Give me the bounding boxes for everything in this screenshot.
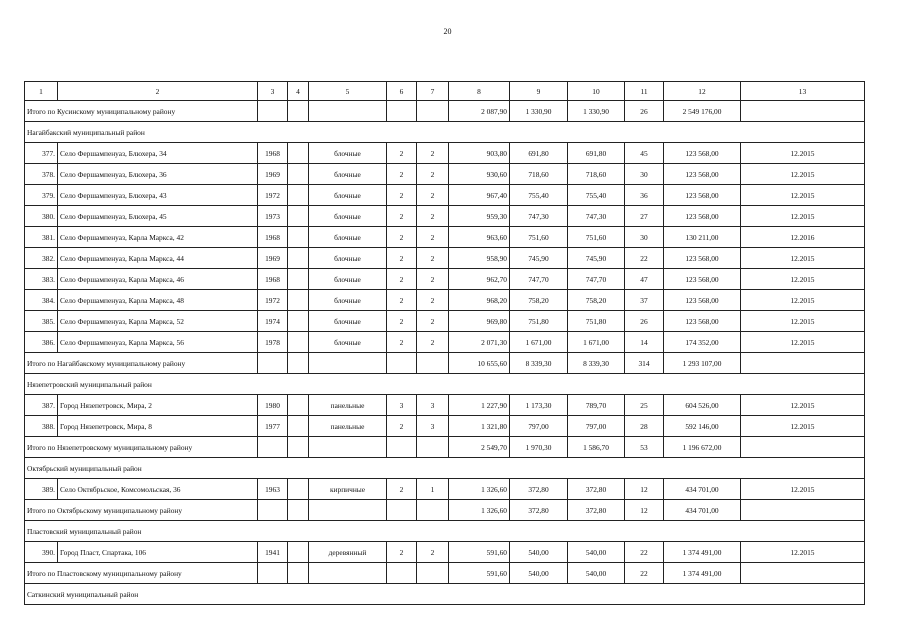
total-area: 959,30 xyxy=(449,206,510,227)
district-heading-row xyxy=(25,458,865,479)
district-total-row xyxy=(25,563,865,584)
total-residents: 53 xyxy=(625,437,664,458)
table-row xyxy=(25,311,865,332)
deadline: 12.2015 xyxy=(741,332,865,353)
residential-area: 747,70 xyxy=(568,269,625,290)
build-year: 1980 xyxy=(258,395,288,416)
repair-cost: 123 568,00 xyxy=(664,311,741,332)
repair-cost: 174 352,00 xyxy=(664,332,741,353)
build-year: 1969 xyxy=(258,164,288,185)
deadline: 12.2015 xyxy=(741,542,865,563)
table-row xyxy=(25,332,865,353)
deadline: 12.2016 xyxy=(741,227,865,248)
residents: 25 xyxy=(625,395,664,416)
district-heading-row xyxy=(25,122,865,143)
residential-area: 718,60 xyxy=(568,164,625,185)
column-number-4: 4 xyxy=(288,82,309,101)
residential-area: 755,40 xyxy=(568,185,625,206)
wall-material: блочные xyxy=(309,248,387,269)
total-area: 930,60 xyxy=(449,164,510,185)
housing-register-table xyxy=(24,81,865,605)
floors: 2 xyxy=(387,227,417,248)
entrances: 2 xyxy=(417,311,449,332)
build-year: 1972 xyxy=(258,290,288,311)
commission-year xyxy=(288,479,309,500)
total-cost: 2 549 176,00 xyxy=(664,101,741,122)
residential-area: 745,90 xyxy=(568,248,625,269)
table-row xyxy=(25,227,865,248)
entrances: 2 xyxy=(417,542,449,563)
residential-area: 1 671,00 xyxy=(568,332,625,353)
address: Село Фершампенуаз, Карла Маркса, 48 xyxy=(58,290,258,311)
page-number: 20 xyxy=(443,27,452,36)
build-year: 1978 xyxy=(258,332,288,353)
total-area: 2 549,70 xyxy=(449,437,510,458)
commission-year xyxy=(288,143,309,164)
wall-material: блочные xyxy=(309,311,387,332)
total-cost: 1 374 491,00 xyxy=(664,563,741,584)
row-number: 386. xyxy=(25,332,58,353)
residents: 28 xyxy=(625,416,664,437)
entrances: 3 xyxy=(417,416,449,437)
row-number: 381. xyxy=(25,227,58,248)
floors: 2 xyxy=(387,479,417,500)
row-number: 382. xyxy=(25,248,58,269)
commission-year xyxy=(288,248,309,269)
floors: 2 xyxy=(387,416,417,437)
living-area: 751,80 xyxy=(510,311,568,332)
total-cost: 1 196 672,00 xyxy=(664,437,741,458)
total-residential-area: 1 586,70 xyxy=(568,437,625,458)
row-number: 377. xyxy=(25,143,58,164)
living-area: 751,60 xyxy=(510,227,568,248)
living-area: 758,20 xyxy=(510,290,568,311)
empty-cell xyxy=(741,353,865,374)
empty-cell xyxy=(387,353,417,374)
table-row xyxy=(25,290,865,311)
column-number-row xyxy=(25,82,865,101)
residential-area: 747,30 xyxy=(568,206,625,227)
district-name: Пластовский муниципальный район xyxy=(25,521,865,542)
total-area: 967,40 xyxy=(449,185,510,206)
address: Село Фершампенуаз, Карла Маркса, 42 xyxy=(58,227,258,248)
floors: 2 xyxy=(387,206,417,227)
table-row xyxy=(25,416,865,437)
entrances: 2 xyxy=(417,269,449,290)
address: Город Нязепетровск, Мира, 2 xyxy=(58,395,258,416)
table-row xyxy=(25,542,865,563)
empty-cell xyxy=(309,101,387,122)
residents: 30 xyxy=(625,227,664,248)
district-total-row xyxy=(25,101,865,122)
table-row xyxy=(25,185,865,206)
build-year: 1963 xyxy=(258,479,288,500)
entrances: 2 xyxy=(417,332,449,353)
total-area: 2 071,30 xyxy=(449,332,510,353)
district-name: Нагайбакский муниципальный район xyxy=(25,122,865,143)
entrances: 3 xyxy=(417,395,449,416)
total-residents: 314 xyxy=(625,353,664,374)
commission-year xyxy=(288,206,309,227)
district-total-row xyxy=(25,500,865,521)
residents: 14 xyxy=(625,332,664,353)
total-cost: 434 701,00 xyxy=(664,500,741,521)
repair-cost: 123 568,00 xyxy=(664,164,741,185)
residential-area: 372,80 xyxy=(568,479,625,500)
row-number: 380. xyxy=(25,206,58,227)
empty-cell xyxy=(258,563,288,584)
build-year: 1941 xyxy=(258,542,288,563)
floors: 2 xyxy=(387,164,417,185)
total-cost: 1 293 107,00 xyxy=(664,353,741,374)
residential-area: 758,20 xyxy=(568,290,625,311)
deadline: 12.2015 xyxy=(741,164,865,185)
deadline: 12.2015 xyxy=(741,395,865,416)
total-area: 10 655,60 xyxy=(449,353,510,374)
column-number-6: 6 xyxy=(387,82,417,101)
commission-year xyxy=(288,416,309,437)
commission-year xyxy=(288,185,309,206)
floors: 2 xyxy=(387,332,417,353)
row-number: 387. xyxy=(25,395,58,416)
row-number: 388. xyxy=(25,416,58,437)
empty-cell xyxy=(417,437,449,458)
address: Село Фершампенуаз, Блюхера, 34 xyxy=(58,143,258,164)
living-area: 718,60 xyxy=(510,164,568,185)
district-heading-row xyxy=(25,374,865,395)
district-name: Нязепетровский муниципальный район xyxy=(25,374,865,395)
row-number: 384. xyxy=(25,290,58,311)
repair-cost: 604 526,00 xyxy=(664,395,741,416)
empty-cell xyxy=(258,500,288,521)
total-residents: 26 xyxy=(625,101,664,122)
row-number: 378. xyxy=(25,164,58,185)
wall-material: панельные xyxy=(309,416,387,437)
total-label: Итого по Нязепетровскому муниципальному району xyxy=(25,437,258,458)
deadline: 12.2015 xyxy=(741,185,865,206)
residential-area: 751,80 xyxy=(568,311,625,332)
wall-material: кирпичные xyxy=(309,479,387,500)
commission-year xyxy=(288,269,309,290)
repair-cost: 123 568,00 xyxy=(664,143,741,164)
repair-cost: 592 146,00 xyxy=(664,416,741,437)
total-living-area: 1 970,30 xyxy=(510,437,568,458)
address: Село Октябрьское, Комсомольская, 36 xyxy=(58,479,258,500)
empty-cell xyxy=(741,101,865,122)
empty-cell xyxy=(309,563,387,584)
residents: 47 xyxy=(625,269,664,290)
deadline: 12.2015 xyxy=(741,290,865,311)
residents: 45 xyxy=(625,143,664,164)
commission-year xyxy=(288,290,309,311)
floors: 2 xyxy=(387,143,417,164)
empty-cell xyxy=(288,353,309,374)
wall-material: панельные xyxy=(309,395,387,416)
entrances: 2 xyxy=(417,206,449,227)
row-number: 390. xyxy=(25,542,58,563)
build-year: 1968 xyxy=(258,269,288,290)
total-area: 591,60 xyxy=(449,563,510,584)
column-number-2: 2 xyxy=(58,82,258,101)
address: Город Нязепетровск, Мира, 8 xyxy=(58,416,258,437)
total-area: 1 326,60 xyxy=(449,479,510,500)
total-area: 963,60 xyxy=(449,227,510,248)
total-area: 903,80 xyxy=(449,143,510,164)
entrances: 2 xyxy=(417,164,449,185)
total-area: 591,60 xyxy=(449,542,510,563)
floors: 2 xyxy=(387,542,417,563)
column-number-13: 13 xyxy=(741,82,865,101)
floors: 2 xyxy=(387,269,417,290)
empty-cell xyxy=(258,353,288,374)
row-number: 389. xyxy=(25,479,58,500)
deadline: 12.2015 xyxy=(741,248,865,269)
repair-cost: 123 568,00 xyxy=(664,206,741,227)
column-number-5: 5 xyxy=(309,82,387,101)
build-year: 1974 xyxy=(258,311,288,332)
empty-cell xyxy=(387,101,417,122)
column-number-3: 3 xyxy=(258,82,288,101)
living-area: 747,70 xyxy=(510,269,568,290)
empty-cell xyxy=(741,563,865,584)
total-area: 962,70 xyxy=(449,269,510,290)
entrances: 1 xyxy=(417,479,449,500)
empty-cell xyxy=(288,563,309,584)
table-row xyxy=(25,479,865,500)
total-residents: 22 xyxy=(625,563,664,584)
floors: 2 xyxy=(387,185,417,206)
empty-cell xyxy=(387,500,417,521)
commission-year xyxy=(288,227,309,248)
total-area: 969,80 xyxy=(449,311,510,332)
empty-cell xyxy=(417,563,449,584)
deadline: 12.2015 xyxy=(741,416,865,437)
entrances: 2 xyxy=(417,143,449,164)
wall-material: блочные xyxy=(309,164,387,185)
build-year: 1969 xyxy=(258,248,288,269)
district-name: Октябрьский муниципальный район xyxy=(25,458,865,479)
empty-cell xyxy=(288,500,309,521)
total-area: 2 087,90 xyxy=(449,101,510,122)
floors: 2 xyxy=(387,248,417,269)
living-area: 747,30 xyxy=(510,206,568,227)
address: Село Фершампенуаз, Блюхера, 43 xyxy=(58,185,258,206)
residents: 26 xyxy=(625,311,664,332)
empty-cell xyxy=(417,101,449,122)
empty-cell xyxy=(387,563,417,584)
build-year: 1977 xyxy=(258,416,288,437)
entrances: 2 xyxy=(417,227,449,248)
residents: 12 xyxy=(625,479,664,500)
district-heading-row xyxy=(25,584,865,605)
table-row xyxy=(25,269,865,290)
empty-cell xyxy=(309,437,387,458)
empty-cell xyxy=(309,353,387,374)
wall-material: блочные xyxy=(309,206,387,227)
total-label: Итого по Кусинскому муниципальному району xyxy=(25,101,258,122)
residents: 37 xyxy=(625,290,664,311)
total-area: 1 326,60 xyxy=(449,500,510,521)
total-residential-area: 1 330,90 xyxy=(568,101,625,122)
floors: 2 xyxy=(387,311,417,332)
residents: 22 xyxy=(625,542,664,563)
repair-cost: 130 211,00 xyxy=(664,227,741,248)
total-living-area: 372,80 xyxy=(510,500,568,521)
living-area: 1 173,30 xyxy=(510,395,568,416)
row-number: 383. xyxy=(25,269,58,290)
residential-area: 789,70 xyxy=(568,395,625,416)
living-area: 1 671,00 xyxy=(510,332,568,353)
commission-year xyxy=(288,311,309,332)
district-total-row xyxy=(25,437,865,458)
total-residents: 12 xyxy=(625,500,664,521)
row-number: 385. xyxy=(25,311,58,332)
empty-cell xyxy=(417,500,449,521)
repair-cost: 123 568,00 xyxy=(664,290,741,311)
empty-cell xyxy=(309,500,387,521)
total-residential-area: 372,80 xyxy=(568,500,625,521)
repair-cost: 123 568,00 xyxy=(664,185,741,206)
total-living-area: 1 330,90 xyxy=(510,101,568,122)
build-year: 1968 xyxy=(258,227,288,248)
deadline: 12.2015 xyxy=(741,311,865,332)
floors: 2 xyxy=(387,290,417,311)
empty-cell xyxy=(258,101,288,122)
living-area: 797,00 xyxy=(510,416,568,437)
empty-cell xyxy=(258,437,288,458)
residents: 27 xyxy=(625,206,664,227)
build-year: 1968 xyxy=(258,143,288,164)
residential-area: 691,80 xyxy=(568,143,625,164)
deadline: 12.2015 xyxy=(741,206,865,227)
residents: 30 xyxy=(625,164,664,185)
residential-area: 540,00 xyxy=(568,542,625,563)
empty-cell xyxy=(417,353,449,374)
column-number-12: 12 xyxy=(664,82,741,101)
residents: 22 xyxy=(625,248,664,269)
build-year: 1972 xyxy=(258,185,288,206)
total-area: 1 321,80 xyxy=(449,416,510,437)
address: Село Фершампенуаз, Блюхера, 45 xyxy=(58,206,258,227)
entrances: 2 xyxy=(417,185,449,206)
commission-year xyxy=(288,332,309,353)
deadline: 12.2015 xyxy=(741,143,865,164)
total-label: Итого по Пластовскому муниципальному району xyxy=(25,563,258,584)
table-row xyxy=(25,248,865,269)
column-number-8: 8 xyxy=(449,82,510,101)
living-area: 691,80 xyxy=(510,143,568,164)
total-area: 958,90 xyxy=(449,248,510,269)
row-number: 379. xyxy=(25,185,58,206)
empty-cell xyxy=(741,437,865,458)
living-area: 745,90 xyxy=(510,248,568,269)
total-area: 968,20 xyxy=(449,290,510,311)
wall-material: блочные xyxy=(309,332,387,353)
column-number-10: 10 xyxy=(568,82,625,101)
wall-material: блочные xyxy=(309,290,387,311)
total-label: Итого по Нагайбакскому муниципальному району xyxy=(25,353,258,374)
entrances: 2 xyxy=(417,248,449,269)
total-living-area: 8 339,30 xyxy=(510,353,568,374)
address: Село Фершампенуаз, Карла Маркса, 46 xyxy=(58,269,258,290)
total-area: 1 227,90 xyxy=(449,395,510,416)
address: Село Фершампенуаз, Карла Маркса, 56 xyxy=(58,332,258,353)
empty-cell xyxy=(387,437,417,458)
repair-cost: 434 701,00 xyxy=(664,479,741,500)
deadline: 12.2015 xyxy=(741,269,865,290)
district-total-row xyxy=(25,353,865,374)
district-heading-row xyxy=(25,521,865,542)
commission-year xyxy=(288,395,309,416)
empty-cell xyxy=(288,101,309,122)
residents: 36 xyxy=(625,185,664,206)
total-living-area: 540,00 xyxy=(510,563,568,584)
district-name: Саткинский муниципальный район xyxy=(25,584,865,605)
total-label: Итого по Октябрьскому муниципальному району xyxy=(25,500,258,521)
living-area: 372,80 xyxy=(510,479,568,500)
build-year: 1973 xyxy=(258,206,288,227)
floors: 3 xyxy=(387,395,417,416)
living-area: 755,40 xyxy=(510,185,568,206)
total-residential-area: 8 339,30 xyxy=(568,353,625,374)
total-residential-area: 540,00 xyxy=(568,563,625,584)
residential-area: 797,00 xyxy=(568,416,625,437)
table-row xyxy=(25,143,865,164)
repair-cost: 123 568,00 xyxy=(664,248,741,269)
repair-cost: 123 568,00 xyxy=(664,269,741,290)
deadline: 12.2015 xyxy=(741,479,865,500)
address: Село Фершампенуаз, Карла Маркса, 44 xyxy=(58,248,258,269)
commission-year xyxy=(288,542,309,563)
address: Город Пласт, Спартака, 106 xyxy=(58,542,258,563)
wall-material: деревянный xyxy=(309,542,387,563)
address: Село Фершампенуаз, Блюхера, 36 xyxy=(58,164,258,185)
wall-material: блочные xyxy=(309,269,387,290)
wall-material: блочные xyxy=(309,143,387,164)
column-number-7: 7 xyxy=(417,82,449,101)
column-number-11: 11 xyxy=(625,82,664,101)
commission-year xyxy=(288,164,309,185)
column-number-9: 9 xyxy=(510,82,568,101)
table-row xyxy=(25,164,865,185)
table-row xyxy=(25,206,865,227)
empty-cell xyxy=(741,500,865,521)
repair-cost: 1 374 491,00 xyxy=(664,542,741,563)
column-number-1: 1 xyxy=(25,82,58,101)
residential-area: 751,60 xyxy=(568,227,625,248)
living-area: 540,00 xyxy=(510,542,568,563)
wall-material: блочные xyxy=(309,185,387,206)
entrances: 2 xyxy=(417,290,449,311)
empty-cell xyxy=(288,437,309,458)
wall-material: блочные xyxy=(309,227,387,248)
table-row xyxy=(25,395,865,416)
address: Село Фершампенуаз, Карла Маркса, 52 xyxy=(58,311,258,332)
